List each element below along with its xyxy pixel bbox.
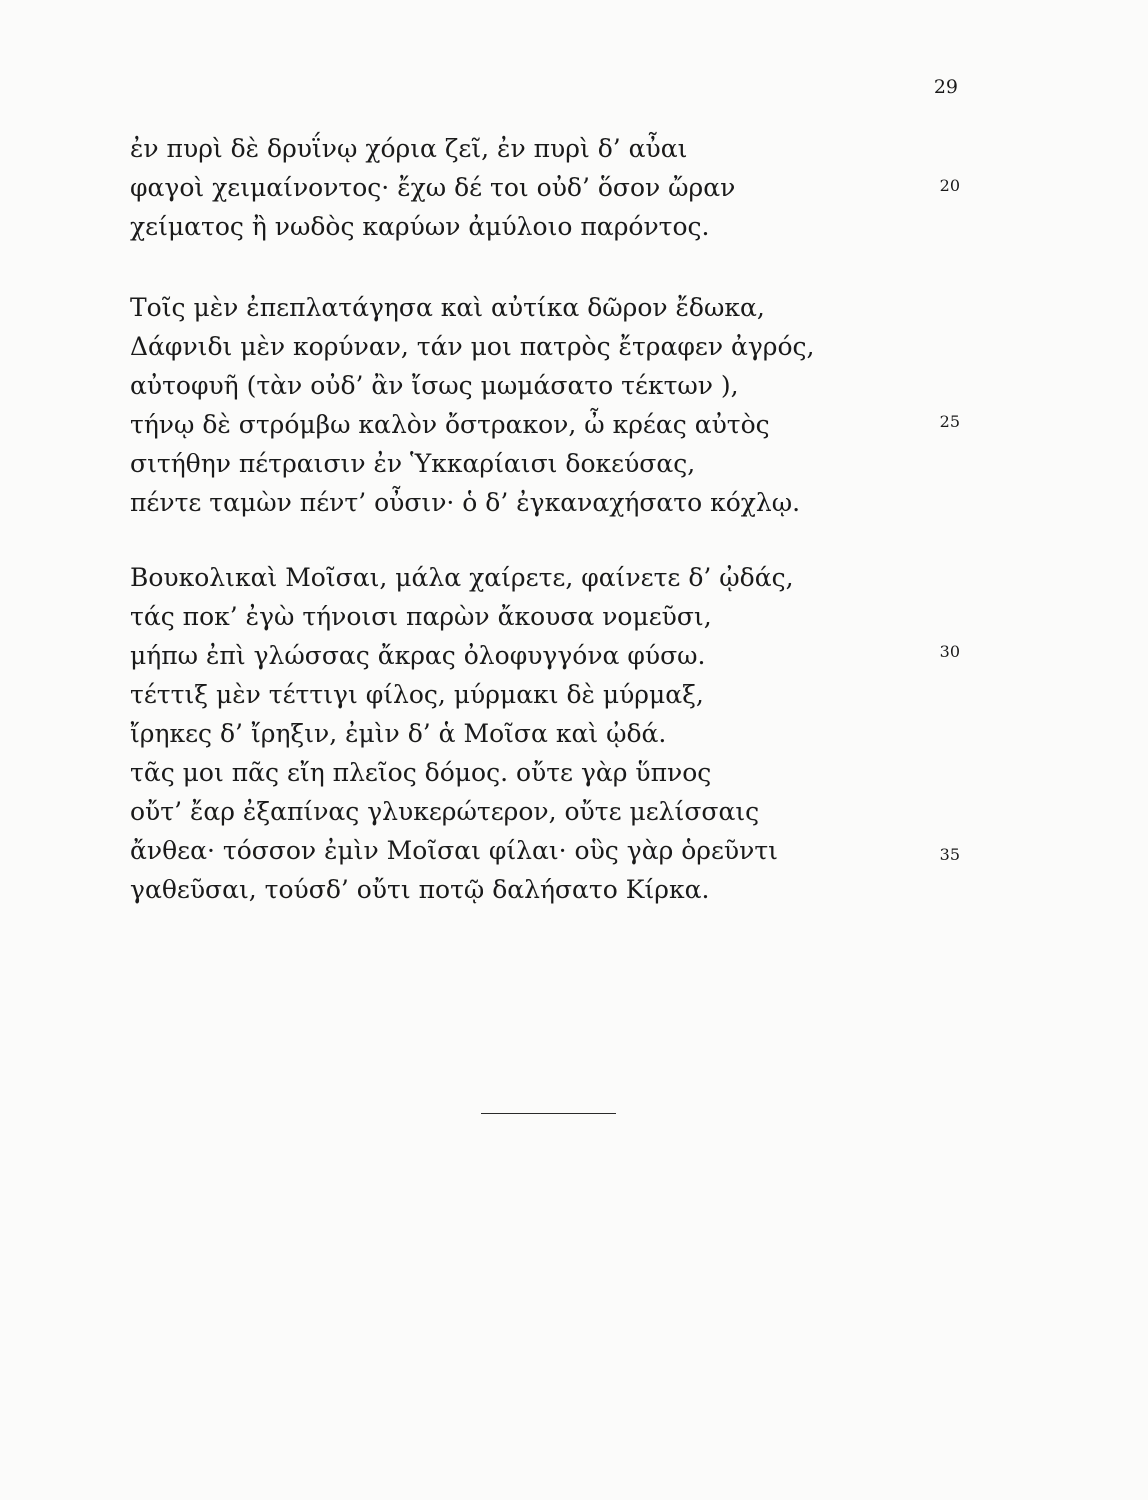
verse-line: τήνῳ δὲ στρόμβω καλὸν ὄστρακον, ὦ κρέας αὐτὸς <box>130 410 770 439</box>
verse-line: Βουκολικαὶ Μοῖσαι, μάλα χαίρετε, φαίνετε δ’ ᾠδάς, <box>130 563 794 592</box>
page-number: 29 <box>933 76 958 98</box>
line-number: 20 <box>939 176 960 195</box>
verse-line: Τοῖς μὲν ἐπεπλατάγησα καὶ αὐτίκα δῶρον ἔδωκα, <box>130 293 765 322</box>
line-number: 30 <box>939 642 960 661</box>
stanza <box>130 288 910 522</box>
verse-line: πέντε ταμὼν πέντ’ οὖσιν· ὁ δ’ ἐγκαναχήσατο κόχλῳ. <box>130 488 801 517</box>
line-number: 35 <box>939 845 960 864</box>
verse-line: Δάφνιδι μὲν κορύναν, τάν μοι πατρὸς ἔτραφεν ἀγρός, <box>130 332 815 361</box>
verse-line: οὔτ’ ἔαρ ἐξαπίνας γλυκερώτερον, οὔτε μελίσσαις <box>130 797 760 826</box>
line-number: 25 <box>939 412 960 431</box>
verse-line: σιτήθην πέτραισιν ἐν Ὑκκαρίαισι δοκεύσας, <box>130 449 696 478</box>
verse-line: τᾶς μοι πᾶς εἴη πλεῖος δόμος. οὔτε γὰρ ὕπνος <box>130 758 712 787</box>
stanza <box>130 129 910 246</box>
verse-line: ἴρηκες δ’ ἴρηξιν, ἐμὶν δ’ ἁ Μοῖσα καὶ ᾠδά. <box>130 719 667 748</box>
verse-line: μήπω ἐπὶ γλώσσας ἄκρας ὀλοφυγγόνα φύσω. <box>130 641 706 670</box>
verse-line: χείματος ἢ νωδὸς καρύων ἀμύλοιο παρόντος. <box>130 212 710 241</box>
verse-line: γαθεῦσαι, τούσδ’ οὔτι ποτῷ δαλήσατο Κίρκα. <box>130 875 710 904</box>
verse-line: τέττιξ μὲν τέττιγι φίλος, μύρμακι δὲ μύρμαξ, <box>130 680 704 709</box>
verse-line: ἄνθεα· τόσσον ἐμὶν Μοῖσαι φίλαι· οὓς γὰρ ὁρεῦντι <box>130 836 778 865</box>
end-rule <box>481 1113 616 1114</box>
verse-line: τάς ποκ’ ἐγὼ τήνοισι παρὼν ἄκουσα νομεῦσι, <box>130 602 712 631</box>
verse-line: αὐτοφυῆ (τὰν οὐδ’ ἂν ἴσως μωμάσατο τέκτων ), <box>130 371 739 400</box>
verse-line: ἐν πυρὶ δὲ δρυΐνῳ χόρια ζεῖ, ἐν πυρὶ δ’ αὖαι <box>130 134 688 163</box>
verse-line: φαγοὶ χειμαίνοντος· ἔχω δέ τοι οὐδ’ ὅσον ὤραν <box>130 173 736 202</box>
stanza <box>130 558 910 909</box>
